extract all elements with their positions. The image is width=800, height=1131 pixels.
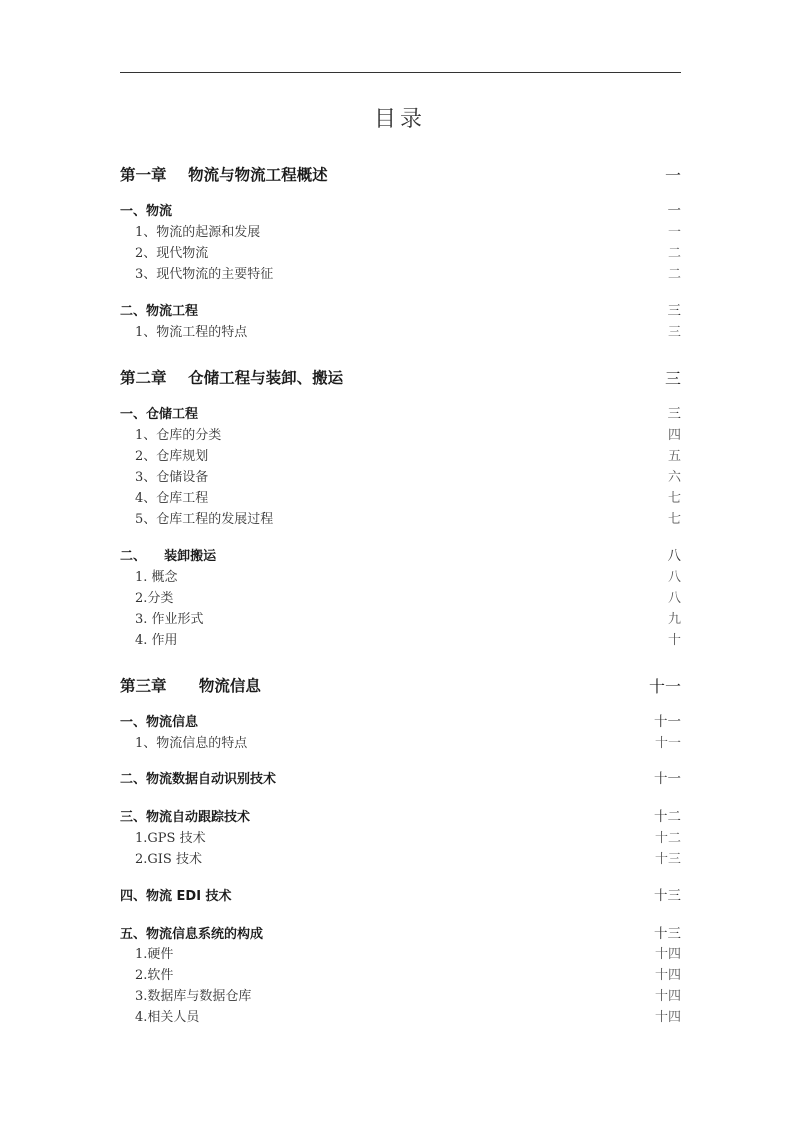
toc-item (120, 826, 681, 846)
toc-item (120, 507, 681, 527)
toc-section (120, 710, 681, 730)
toc-item (120, 320, 681, 340)
toc-section (120, 402, 681, 422)
toc-page-number: 九 (667, 611, 681, 627)
toc-entry-label: 4. 作用 (135, 632, 178, 648)
toc-entry-label: 2.GIS 技术 (135, 851, 202, 867)
toc-entry-label: 4、仓库工程 (135, 490, 209, 506)
page-title: 目录 (373, 107, 426, 132)
toc-chapter (120, 673, 681, 697)
toc-item (120, 444, 681, 464)
toc-page-number: 三 (667, 324, 681, 340)
toc-entry-label: 3. 作业形式 (135, 611, 204, 627)
toc-entry-label: 一、物流 (120, 203, 173, 219)
toc-item (120, 486, 681, 506)
toc-item (120, 847, 681, 867)
toc-page-number: 二 (667, 266, 681, 282)
toc-page-number: 一 (667, 203, 681, 219)
toc-entry-label: 四、物流 EDI 技术 (120, 888, 232, 904)
toc-item (120, 942, 681, 962)
toc-page-number: 四 (667, 427, 681, 443)
toc-page-number: 二 (667, 245, 681, 261)
toc-page-number: 八 (667, 548, 681, 564)
toc-entry-label: 2、现代物流 (135, 245, 209, 261)
toc-item (120, 241, 681, 261)
toc-page-number: 十三 (654, 888, 681, 904)
toc-page-number: 十四 (654, 1009, 681, 1025)
toc-entry-label: 1、物流的起源和发展 (135, 224, 261, 240)
toc-page-number: 三 (667, 406, 681, 422)
toc-page-number: 三 (664, 368, 681, 388)
toc-item (120, 628, 681, 648)
toc-entry-label: 1.硬件 (135, 946, 174, 962)
toc-item (120, 565, 681, 585)
toc-item (120, 423, 681, 443)
header-rule (120, 72, 681, 73)
toc-page-number: 一 (667, 224, 681, 240)
toc-page-number: 八 (667, 569, 681, 585)
toc-item (120, 607, 681, 627)
toc-entry-label: 3.数据库与数据仓库 (135, 988, 252, 1004)
toc-entry-label: 1. 概念 (135, 569, 178, 585)
toc-item (120, 1005, 681, 1025)
toc-page-number: 七 (667, 490, 681, 506)
toc-entry-label: 第三章 物流信息 (120, 677, 261, 695)
toc-page-number: 十二 (654, 830, 681, 846)
toc-item (120, 262, 681, 282)
toc-entry-label: 1、物流信息的特点 (135, 735, 248, 751)
toc-page-number: 十三 (654, 851, 681, 867)
toc-entry-label: 1、物流工程的特点 (135, 324, 248, 340)
toc-chapter (120, 162, 681, 186)
toc-entry-label: 5、仓库工程的发展过程 (135, 511, 274, 527)
toc-item (120, 731, 681, 751)
toc-page-number: 十一 (654, 714, 681, 730)
toc-entry-label: 3、现代物流的主要特征 (135, 266, 274, 282)
toc-page-number: 十四 (654, 967, 681, 983)
toc-entry-label: 1、仓库的分类 (135, 427, 222, 443)
toc-entry-label: 4.相关人员 (135, 1009, 200, 1025)
toc-section (120, 544, 681, 564)
toc-item (120, 465, 681, 485)
toc-entry-label: 二、 装卸搬运 (120, 548, 217, 564)
toc-page-number: 一 (664, 165, 681, 185)
toc-page-number: 十三 (654, 926, 681, 942)
toc-entry-label: 三、物流自动跟踪技术 (120, 809, 251, 825)
toc-page-number: 十 (667, 632, 681, 648)
toc-section (120, 299, 681, 319)
toc-item (120, 220, 681, 240)
toc-section (120, 884, 681, 904)
toc-chapter (120, 365, 681, 389)
toc-section (120, 199, 681, 219)
toc-entry-label: 2.软件 (135, 967, 174, 983)
toc-section (120, 805, 681, 825)
toc-entry-label: 2.分类 (135, 590, 174, 606)
toc-item (120, 984, 681, 1004)
toc-entry-label: 二、物流数据自动识别技术 (120, 771, 277, 787)
toc-page-number: 十一 (654, 771, 681, 787)
toc-entry-label: 第一章 物流与物流工程概述 (120, 166, 328, 184)
toc-page-number: 五 (667, 448, 681, 464)
toc-page-number: 三 (667, 303, 681, 319)
toc-page-number: 十二 (654, 809, 681, 825)
toc-entry-label: 2、仓库规划 (135, 448, 209, 464)
toc-section (120, 767, 681, 787)
toc-entry-label: 一、仓储工程 (120, 406, 199, 422)
toc-section (120, 922, 681, 942)
toc-page-number: 十四 (654, 946, 681, 962)
toc-entry-label: 1.GPS 技术 (135, 830, 206, 846)
toc-page-number: 十一 (648, 676, 681, 696)
toc-page-number: 八 (667, 590, 681, 606)
toc-item (120, 963, 681, 983)
toc-entry-label: 五、物流信息系统的构成 (120, 926, 264, 942)
toc-entry-label: 3、仓储设备 (135, 469, 209, 485)
toc-entry-label: 二、物流工程 (120, 303, 199, 319)
toc-page-number: 七 (667, 511, 681, 527)
toc-page-number: 十一 (654, 735, 681, 751)
toc-page-number: 六 (667, 469, 681, 485)
toc-item (120, 586, 681, 606)
toc-entry-label: 第二章 仓储工程与装卸、搬运 (120, 369, 344, 387)
toc-entry-label: 一、物流信息 (120, 714, 199, 730)
toc-page-number: 十四 (654, 988, 681, 1004)
